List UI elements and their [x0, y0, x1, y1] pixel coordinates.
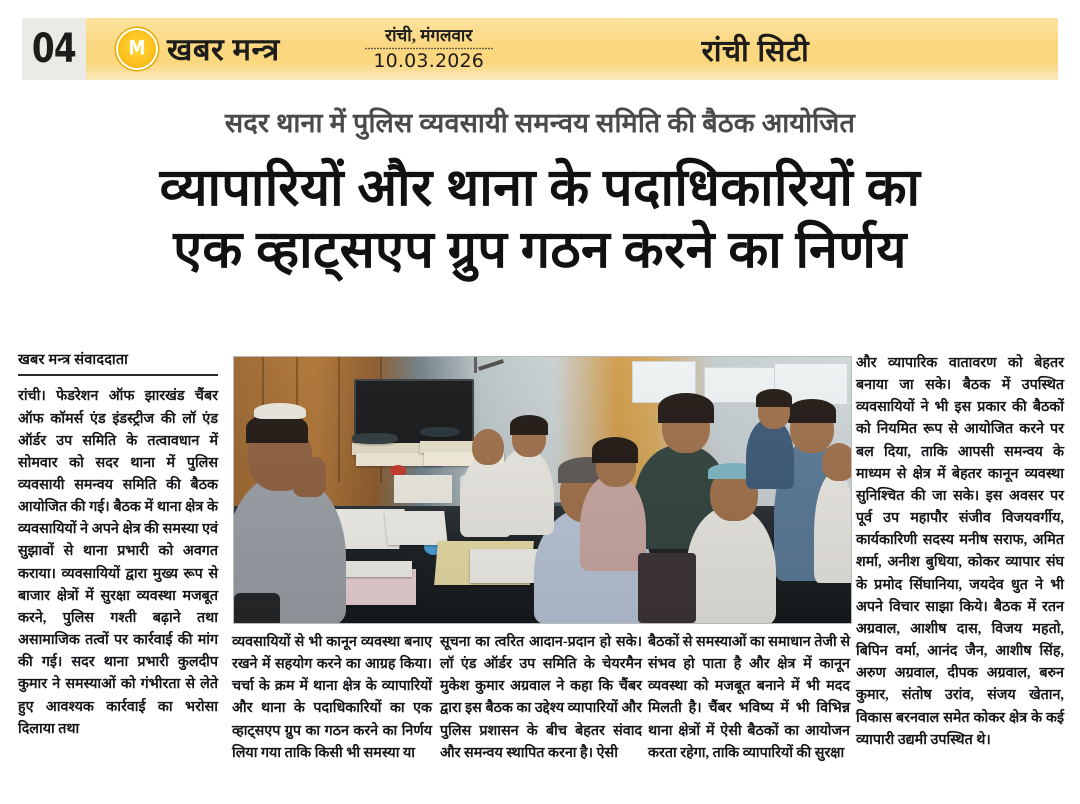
edition-city-day: रांची, मंगलवार: [385, 25, 473, 45]
headline-line-2: एक व्हाट्सएप ग्रुप गठन करने का निर्णय: [173, 221, 907, 279]
masthead-bar: [22, 18, 1058, 80]
article-column-5: [856, 352, 1064, 751]
byline: खबर मन्त्र संवाददाता: [18, 352, 129, 368]
section-title: रांची सिटी: [701, 34, 810, 68]
column-2-text: व्यवसायियों से भी कानून व्यवस्था बनाए रखने में सहयोग करने का आग्रह किया। चर्चा के क्रम में थाना क्षेत्र के व्यापारियों और थाना के पदाधिकारियों का एक व्हाट्सएप ग्रुप का गठन करने का निर्णय लिया गया ताकि किसी भी समस्या या: [232, 634, 432, 761]
photo-scene: [234, 357, 851, 623]
headline-line-1: व्यापारियों और थाना के पदाधिकारियों का: [159, 160, 921, 217]
khabar-mantra-logo-icon: [116, 28, 158, 70]
dateline-block: [365, 18, 493, 80]
brand-name: खबर मन्त्र: [167, 31, 280, 67]
article-column-1: [18, 352, 218, 740]
page-number-box: [22, 18, 86, 80]
article-column-4: [648, 631, 850, 764]
logo-monogram: M: [128, 36, 146, 60]
section-title-block: [493, 18, 1058, 80]
article-body: [18, 352, 1064, 800]
edition-date: 10.03.2026: [373, 49, 485, 72]
brand-block: [86, 18, 280, 80]
byline-divider: [18, 374, 218, 376]
page-number: 04: [31, 26, 76, 72]
dateline: रांची।: [18, 388, 46, 405]
photo-vignette: [234, 357, 851, 623]
article-column-2: [232, 631, 432, 764]
column-4-text: बैठकों से समस्याओं का समाधान तेजी से संभव हो पाता है और क्षेत्र में कानून व्यवस्था को मजबूत बनाने में भी मदद मिलती है। चैंबर भविष्य में भी विभिन्न थाना क्षेत्रों में ऐसी बैठकों का आयोजन करता रहेगा, ताकि व्यापारियों की सुरक्षा: [648, 634, 850, 761]
column-3-text: सूचना का त्वरित आदान-प्रदान हो सके। लॉ एंड ऑर्डर उप समिति के चेयरमैन मुकेश कुमार अग्रवाल ने कहा कि चैंबर द्वारा इस बैठक का उद्देश्य व्यापारियों और पुलिस प्रशासन के बीच बेहतर संवाद और समन्वय स्थापित करना है। ऐसी: [440, 634, 642, 761]
column-5-text: और व्यापारिक वातावरण को बेहतर बनाया जा सके। बैठक में उपस्थित व्यवसायियों ने भी इस प्रकार की बैठकों को नियमित रूप से आयोजित करने पर बल दिया, ताकि आपसी समन्वय के माध्यम से क्षेत्र में बेहतर कानून व्यवस्था सुनिश्चित की जा सके। इस अवसर पर पूर्व उप महापौर संजीव विजयवर्गीय, कार्यकारिणी सदस्य मनीष सराफ, अमित शर्मा, अनीश बुधिया, कोकर व्यापार संघ के प्रमोद सिंघानिया, जयदेव धुत ने भी अपने विचार साझा किये। बैठक में रतन अग्रवाल, आशीष दास, विजय महतो, बिपिन वर्मा, आनंद जैन, आशीष सिंह, अरुण अग्रवाल, दीपक अग्रवाल, बरुन कुमार, संतोष उरांव, संजय खेतान, विकास बरनवाल समेत कोकर क्षेत्र के कई व्यापारी उद्यमी उपस्थित थे।: [856, 355, 1064, 748]
article-column-3: [440, 631, 642, 764]
column-1-body: फेडरेशन ऑफ झारखंड चैंबर ऑफ कॉमर्स एंड इंडस्ट्रीज की लॉ एंड ऑर्डर उप समिति के तत्वावधान में सोमवार को सदर थाना में पुलिस व्यवसायी समन्वय समिति की बैठक आयोजित की गई। बैठक में थाना क्षेत्र के व्यवसायियों ने अपने क्षेत्र की समस्या एवं सुझावों से थाना प्रभारी को अवगत कराया। व्यवसायियों द्वारा मुख्य रूप से बाजार क्षेत्रों में सुरक्षा व्यवस्था मजबूत करने, पुलिस गश्ती बढ़ाने तथा असामाजिक तत्वों पर कार्रवाई की मांग की गई। सदर थाना प्रभारी कुलदीप कुमार ने समस्याओं को गंभीरता से लेते हुए आवश्यक कार्रवाई का भरोसा दिलाया तथा: [18, 388, 218, 737]
article-photo: [233, 356, 852, 624]
column-1-text: [18, 385, 218, 740]
page-title: [0, 158, 1080, 282]
kicker-line: सदर थाना में पुलिस व्यवसायी समन्वय समिति की बैठक आयोजित: [224, 108, 856, 138]
